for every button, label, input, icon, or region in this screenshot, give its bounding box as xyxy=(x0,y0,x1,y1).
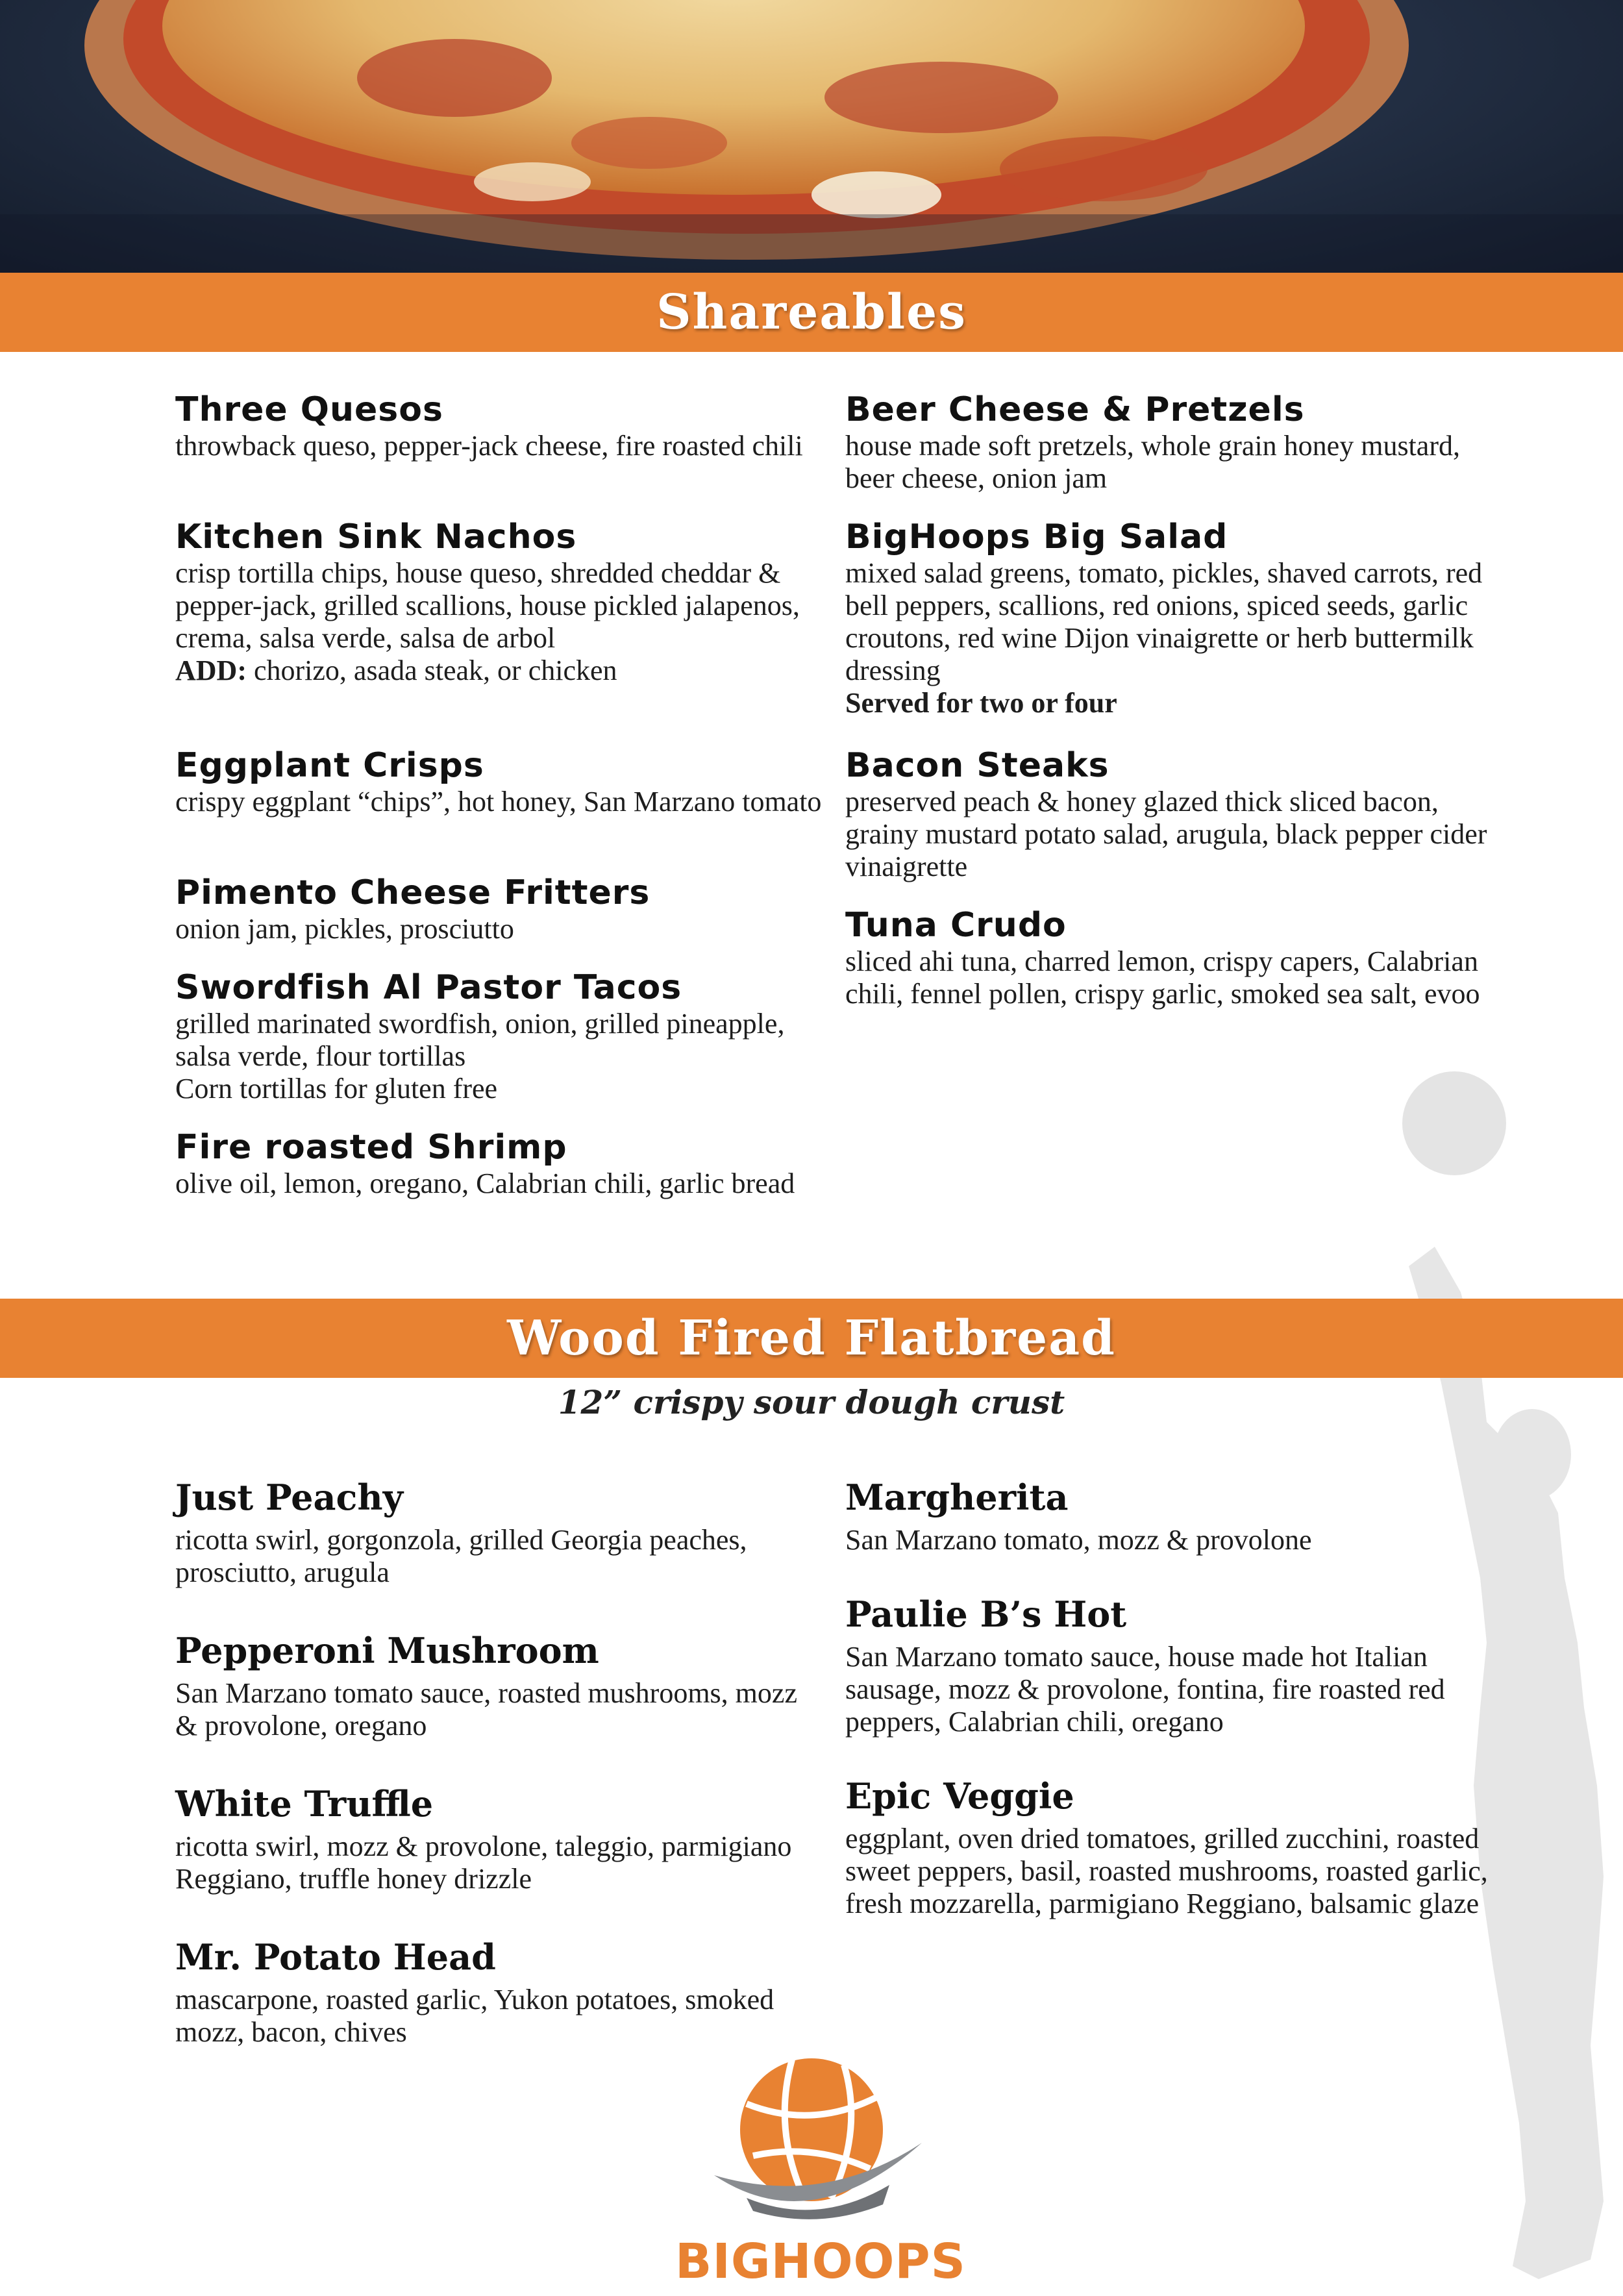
menu-item xyxy=(175,745,824,818)
item-name: Paulie B’s Hot xyxy=(845,1593,1127,1635)
item-name: Just Peachy xyxy=(175,1477,403,1518)
basketball-icon xyxy=(675,2045,948,2234)
item-note: Corn tortillas for gluten free xyxy=(175,1073,498,1104)
item-description: San Marzano tomato sauce, roasted mushrooms, mozz & provolone, oregano xyxy=(175,1677,797,1741)
item-description: San Marzano tomato, mozz & provolone xyxy=(845,1524,1312,1556)
item-name: Pepperoni Mushroom xyxy=(175,1630,599,1671)
item-description: mascarpone, roasted garlic, Yukon potatoes, smoked mozz, bacon, chives xyxy=(175,1984,774,2048)
bighoops-logo xyxy=(675,2045,966,2296)
item-name: Tuna Crudo xyxy=(845,906,1067,945)
item-name: Beer Cheese & Pretzels xyxy=(845,390,1305,429)
menu-item xyxy=(845,1477,1494,1556)
item-description: ricotta swirl, gorgonzola, grilled Georgia peaches, prosciutto, arugula xyxy=(175,1524,747,1588)
item-description: grilled marinated swordfish, onion, grilled pineapple, salsa verde, flour tortillas xyxy=(175,1008,785,1072)
brand-name: BIGHOOPS xyxy=(675,2234,966,2290)
section-title: Shareables xyxy=(656,284,967,340)
item-name: Swordfish Al Pastor Tacos xyxy=(175,968,682,1007)
item-name: Kitchen Sink Nachos xyxy=(175,518,577,556)
item-name: Bacon Steaks xyxy=(845,746,1109,785)
item-name: Epic Veggie xyxy=(845,1775,1074,1817)
item-description: house made soft pretzels, whole grain honey mustard, beer cheese, onion jam xyxy=(845,430,1460,494)
item-note xyxy=(845,687,1494,719)
item-name: Margherita xyxy=(845,1477,1069,1518)
item-description: olive oil, lemon, oregano, Calabrian chili, garlic bread xyxy=(175,1167,795,1199)
menu-item xyxy=(175,1477,824,1589)
item-name: BigHoops Big Salad xyxy=(845,518,1228,556)
item-name: Pimento Cheese Fritters xyxy=(175,873,650,912)
menu-item xyxy=(845,517,1494,719)
menu-item xyxy=(845,745,1494,883)
item-description: throwback queso, pepper-jack cheese, fire roasted chili xyxy=(175,430,803,462)
menu-item xyxy=(175,1937,824,2049)
menu-item xyxy=(175,967,824,1105)
item-name: Mr. Potato Head xyxy=(175,1936,496,1978)
menu-item xyxy=(175,1630,824,1742)
item-name: Fire roasted Shrimp xyxy=(175,1128,567,1167)
section-header-shareables xyxy=(0,273,1623,352)
menu-item xyxy=(175,517,824,687)
menu-item xyxy=(845,1594,1494,1738)
item-description: crispy eggplant “chips”, hot honey, San Marzano tomato xyxy=(175,786,822,817)
section-title: Wood Fired Flatbread xyxy=(507,1310,1116,1366)
item-description: preserved peach & honey glazed thick sliced bacon, grainy mustard potato salad, arugula, black pepper cider vinaigrette xyxy=(845,786,1487,882)
hero-pizza-image xyxy=(0,0,1623,273)
item-description: crisp tortilla chips, house queso, shredded cheddar & pepper-jack, grilled scallions, house pickled jalapenos, crema, salsa verde, salsa de arbol xyxy=(175,557,800,654)
menu-item xyxy=(845,905,1494,1010)
menu-item xyxy=(175,1784,824,1895)
item-addon-note xyxy=(175,655,824,687)
section-subtitle: 12” crispy sour dough crust xyxy=(558,1383,1065,1421)
item-description: ricotta swirl, mozz & provolone, taleggio, parmigiano Reggiano, truffle honey drizzle xyxy=(175,1830,792,1895)
pizza-photo xyxy=(0,0,1623,273)
addon-label: ADD: xyxy=(175,655,247,686)
item-name: Eggplant Crisps xyxy=(175,746,484,785)
menu-item xyxy=(175,1127,824,1200)
menu-item xyxy=(175,390,824,462)
addon-text: chorizo, asada steak, or chicken xyxy=(246,655,617,686)
item-description: sliced ahi tuna, charred lemon, crispy capers, Calabrian chili, fennel pollen, crispy garlic, smoked sea salt, evoo xyxy=(845,945,1480,1010)
item-name: Three Quesos xyxy=(175,390,443,429)
item-description: onion jam, pickles, prosciutto xyxy=(175,913,514,945)
item-description: eggplant, oven dried tomatoes, grilled zucchini, roasted sweet peppers, basil, roasted mushrooms, roasted garlic, fresh mozzarella, parmigiano Reggiano, balsamic glaze xyxy=(845,1823,1488,1919)
menu-item xyxy=(845,390,1494,495)
item-description: San Marzano tomato sauce, house made hot Italian sausage, mozz & provolone, fontina, fire roasted red peppers, Calabrian chili, oregano xyxy=(845,1641,1445,1738)
item-name: White Truffle xyxy=(175,1783,434,1825)
section-header-flatbread xyxy=(0,1299,1623,1378)
menu-item xyxy=(175,873,824,945)
item-description: mixed salad greens, tomato, pickles, shaved carrots, red bell peppers, scallions, red onions, spiced seeds, garlic croutons, red wine Dijon vinaigrette or herb buttermilk dressing xyxy=(845,557,1483,686)
item-note-bold: Served for two or four xyxy=(845,687,1117,719)
menu-item xyxy=(845,1776,1494,1920)
